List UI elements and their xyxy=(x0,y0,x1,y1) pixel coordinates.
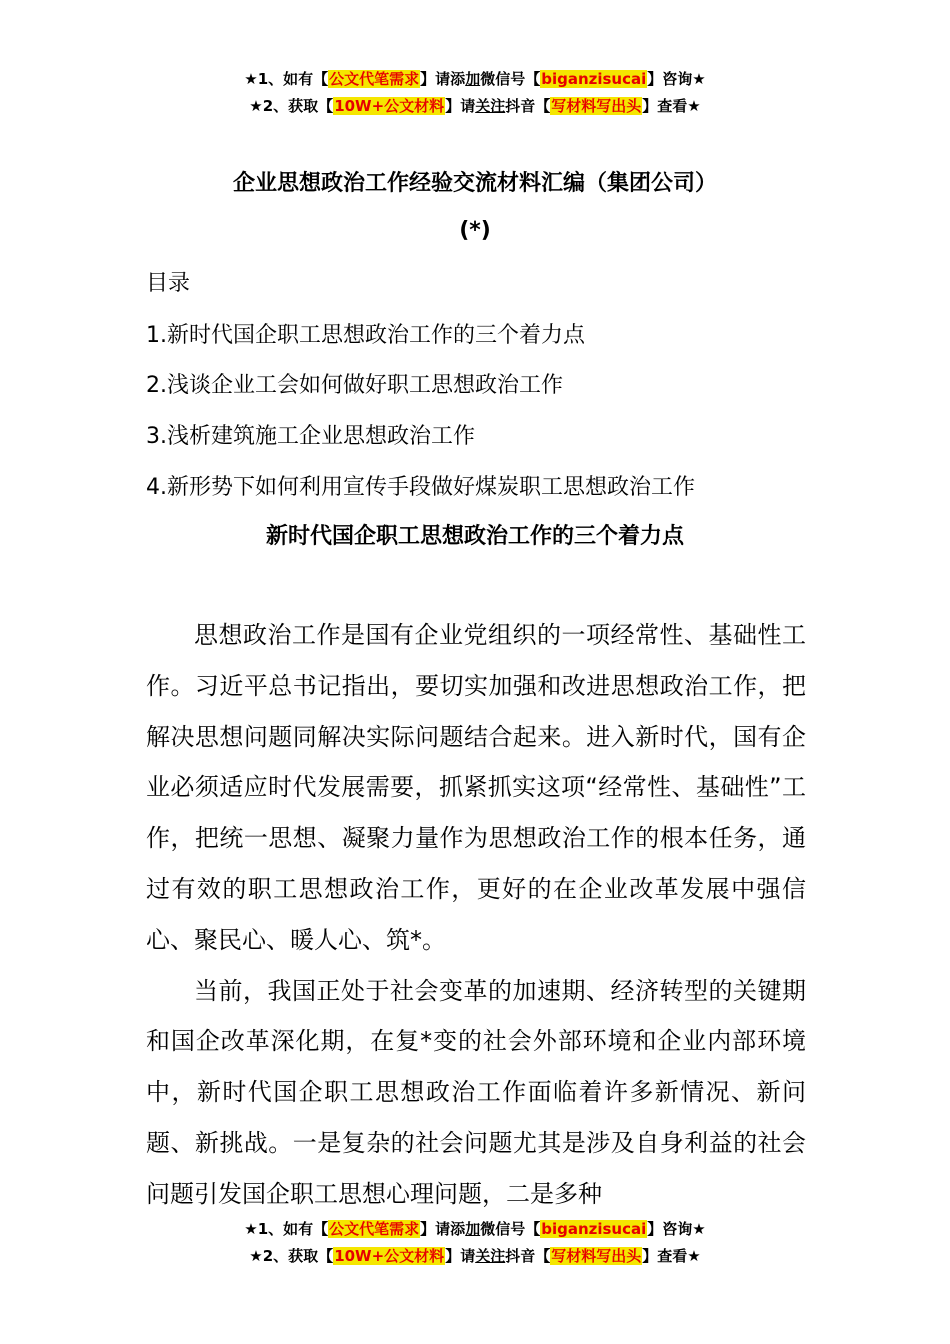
paragraph: 当前，我国正处于社会变革的加速期、经济转型的关键期和国企改革深化期，在复*变的社会外部环境和企业内部环境中，新时代国企职工思想政治工作面临着许多新情况、新问题、新挑战。一是复杂的社会问题尤其是涉及自身利益的社会问题引发国企职工思想心理问题，二是多种 xyxy=(146,976,806,1208)
banner-text: 】查看★ xyxy=(642,97,701,115)
banner-highlight: 10W+公文材料 xyxy=(334,1247,445,1265)
banner-line-1 xyxy=(0,66,950,93)
header-banner xyxy=(0,66,950,120)
banner-highlight: biganzisucai xyxy=(541,70,647,88)
banner-highlight: 写材料写出头 xyxy=(551,97,642,115)
banner-text: 抖音【 xyxy=(505,1247,551,1265)
banner-highlight: 公文代笔需求 xyxy=(329,70,420,88)
toc-heading: 目录 xyxy=(146,271,191,296)
toc-item: 1.新时代国企职工思想政治工作的三个着力点 xyxy=(146,323,585,348)
toc-item: 2.浅谈企业工会如何做好职工思想政治工作 xyxy=(146,373,563,398)
footer-banner xyxy=(0,1216,950,1270)
document-title: 企业思想政治工作经验交流材料汇编（集团公司） xyxy=(232,171,717,196)
banner-underline: 关注 xyxy=(475,97,506,115)
banner-text: ★2、获取【 xyxy=(249,1247,334,1265)
banner-underline: 加 xyxy=(465,70,481,88)
banner-text: 】请添 xyxy=(420,70,466,88)
banner-highlight: 写材料写出头 xyxy=(551,1247,642,1265)
banner-text: 】咨询★ xyxy=(647,1220,706,1238)
banner-line-2 xyxy=(0,93,950,120)
banner-text: 微信号【 xyxy=(480,1220,541,1238)
document-body xyxy=(146,610,806,1220)
banner-text: ★2、获取【 xyxy=(249,97,334,115)
toc-item: 4.新形势下如何利用宣传手段做好煤炭职工思想政治工作 xyxy=(146,475,695,500)
banner-text: 抖音【 xyxy=(505,97,551,115)
section-title: 新时代国企职工思想政治工作的三个着力点 xyxy=(265,524,684,549)
banner-line-1 xyxy=(0,1216,950,1243)
banner-text: 】咨询★ xyxy=(647,70,706,88)
paragraph: 思想政治工作是国有企业党组织的一项经常性、基础性工作。习近平总书记指出，要切实加强和改进思想政治工作，把解决思想问题同解决实际问题结合起来。进入新时代，国有企业必须适应时代发展需要，抓紧抓实这项“经常性、基础性”工作，把统一思想、凝聚力量作为思想政治工作的根本任务，通过有效的职工思想政治工作，更好的在企业改革发展中强信心、聚民心、暖人心、筑*。 xyxy=(146,621,806,954)
banner-underline: 加 xyxy=(465,1220,481,1238)
banner-text: 】查看★ xyxy=(642,1247,701,1265)
banner-text: 】请 xyxy=(445,97,476,115)
banner-text: ★1、如有【 xyxy=(244,70,329,88)
banner-text: 微信号【 xyxy=(480,70,541,88)
banner-highlight: 公文代笔需求 xyxy=(329,1220,420,1238)
banner-text: ★1、如有【 xyxy=(244,1220,329,1238)
banner-highlight: biganzisucai xyxy=(541,1220,647,1238)
banner-line-2 xyxy=(0,1243,950,1270)
banner-underline: 关注 xyxy=(475,1247,506,1265)
banner-text: 】请添 xyxy=(420,1220,466,1238)
banner-text: 】请 xyxy=(445,1247,476,1265)
document-subtitle: (*) xyxy=(459,218,491,243)
toc-item: 3.浅析建筑施工企业思想政治工作 xyxy=(146,424,475,449)
banner-highlight: 10W+公文材料 xyxy=(334,97,445,115)
